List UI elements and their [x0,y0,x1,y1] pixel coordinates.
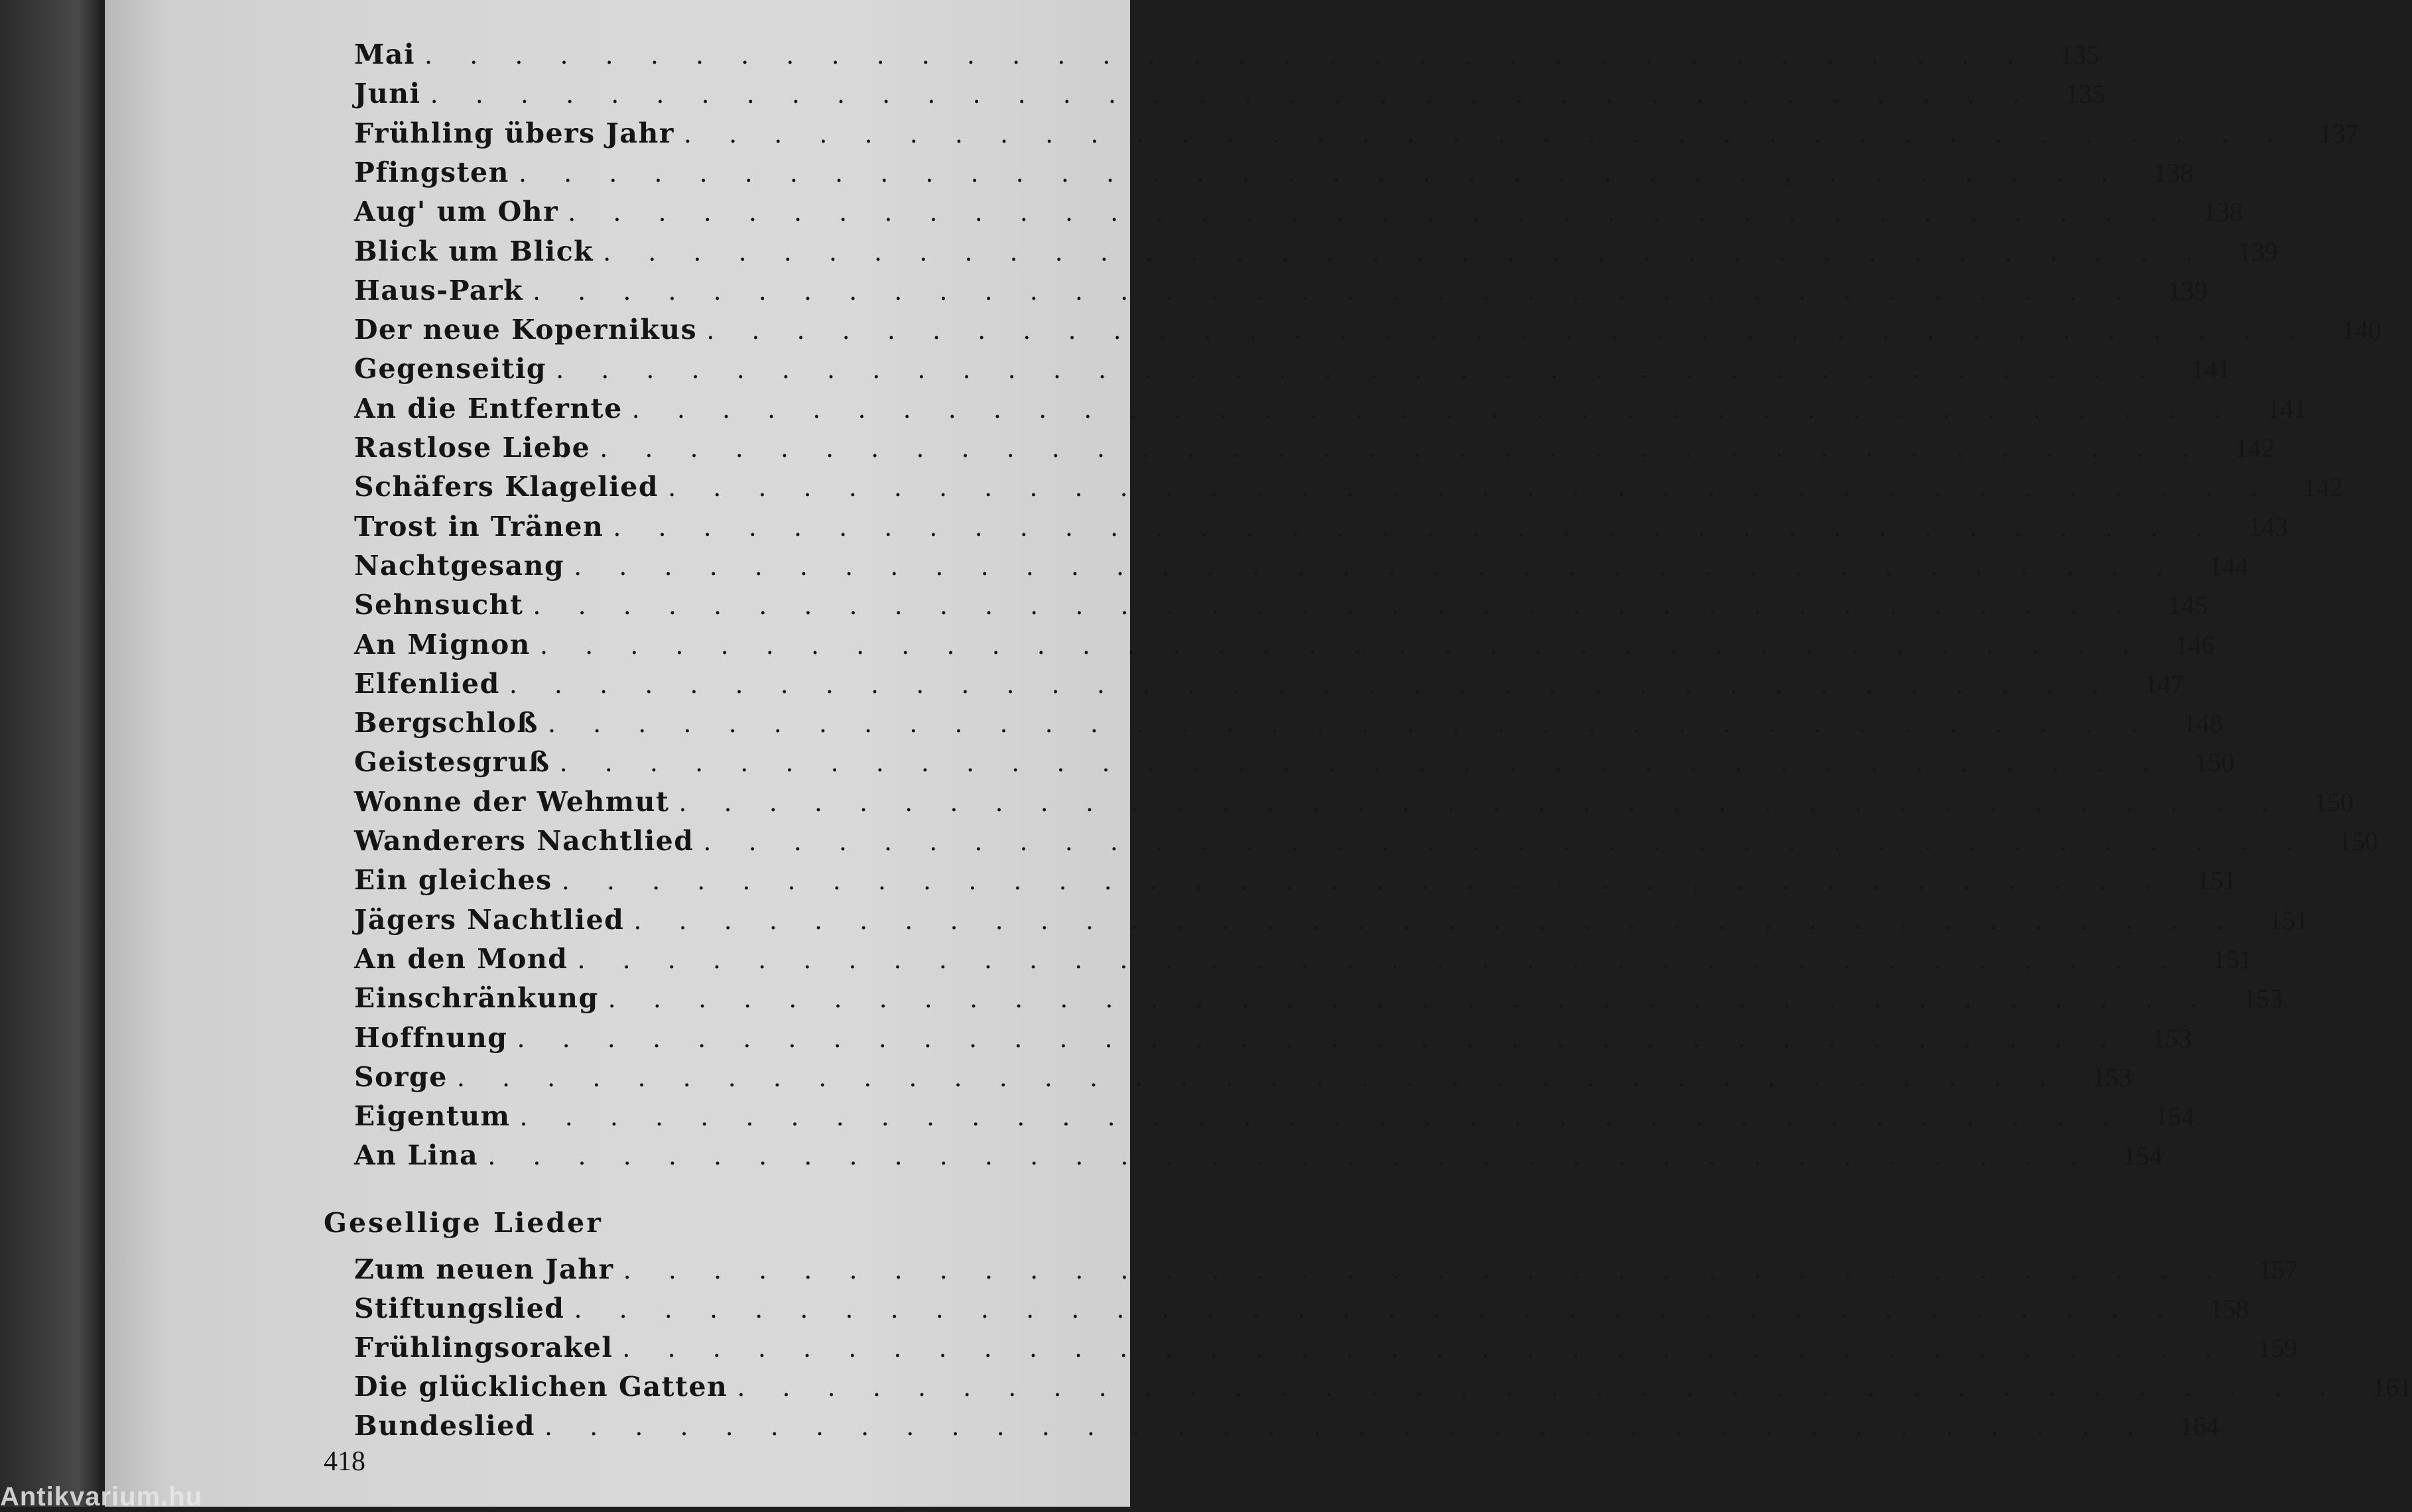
dot-leader: . . . . . . . . . . . . . . . . . . . . . . . . . . . . . . . . . . . . [556,355,2161,384]
toc-entry [354,707,2223,747]
toc-entry-title: Schäfers Klagelied [354,471,659,503]
dot-leader: . . . . . . . . . . . . . . . . . . . . . . . . . . . . . . . . . . . . [633,906,2238,935]
toc-entry-title: Wonne der Wehmut [354,786,670,818]
toc-entry-title: Bergschloß [354,707,539,739]
toc-entry-title: Trost in Tränen [354,511,604,542]
toc-entry-title: Eigentum [354,1100,511,1132]
toc-entry-title: Elfenlied [354,668,500,700]
toc-entry-page: 154 [2155,1102,2195,1131]
toc-entry [354,1371,2412,1411]
toc-entry [354,825,2379,865]
toc-entry-title: Geistesgruß [354,746,550,778]
toc-entry [354,353,2231,393]
toc-entry-page: 150 [2338,826,2379,856]
toc-entry [354,629,2215,668]
toc-entry-page: 135 [2059,40,2100,70]
dot-leader: . . . . . . . . . . . . . . . . . . . . . . . . . . . . . . . . . . . . [547,709,2153,738]
toc-entry-page: 141 [2267,394,2307,424]
toc-entry-title: Wanderers Nachtlied [354,825,694,857]
toc-entry [354,1061,2132,1101]
toc-entry [354,393,2307,432]
toc-entry [354,235,2278,275]
toc-entry-title: Haus-Park [354,275,524,306]
toc-entry [354,589,2208,629]
toc-entry [354,1022,2192,1062]
dot-leader: . . . . . . . . . . . . . . . . . . . . . . . . . . . . . . . . . . . . [683,119,2289,149]
dot-leader: . . . . . . . . . . . . . . . . . . . . . . . . . . . . . . . . . . . . [533,591,2138,620]
dot-leader: . . . . . . . . . . . . . . . . . . . . . . . . . . . . . . . . . . . . [622,1334,2228,1363]
toc-entry-page: 142 [2303,472,2343,502]
toc-entry-page: 138 [2153,158,2194,188]
dot-leader: . . . . . . . . . . . . . . . . . . . . . . . . . . . . . . . . . . . . [574,1294,2179,1324]
book-spine-shadow [0,0,105,1507]
toc-entry [354,943,2253,983]
toc-entry-page: 142 [2234,433,2275,463]
toc-entry-title: Einschränkung [354,982,599,1014]
toc-entry-page: 150 [2194,747,2235,777]
toc-entry-page: 153 [2243,983,2283,1013]
toc-entry [354,471,2343,511]
watermark: Antikvarium.hu [0,1482,203,1511]
toc-entry-title: Mai [354,38,416,70]
toc-entry [354,511,2288,550]
toc-entry [354,1292,2250,1332]
toc-entry-title: Zum neuen Jahr [354,1253,614,1285]
toc-entry [354,982,2283,1022]
dot-leader: . . . . . . . . . . . . . . . . . . . . . . . . . . . . . . . . . . . . [607,984,2213,1013]
toc-entry-page: 161 [2372,1372,2412,1402]
toc-entry-title: Der neue Kopernikus [354,314,698,346]
dot-leader: . . . . . . . . . . . . . . . . . . . . . . . . . . . . . . . . . . . . [518,158,2124,188]
toc-entry [354,117,2359,157]
toc-entry-title: An die Entfernte [354,393,623,424]
toc-entry [354,550,2249,590]
toc-entry-page: 151 [2212,944,2253,974]
toc-entry-page: 141 [2190,354,2231,384]
toc-entry-page: 139 [2238,237,2278,267]
page-number: 418 [324,1446,365,1477]
toc-entry [354,864,2237,904]
toc-entry [354,38,2100,78]
toc-entry-title: Frühling übers Jahr [354,117,674,149]
toc-entry-page: 143 [2248,512,2288,542]
dot-leader: . . . . . . . . . . . . . . . . . . . . . . . . . . . . . . . . . . . . [568,198,2173,227]
toc-entry-page: 153 [2152,1023,2192,1053]
dot-leader: . . . . . . . . . . . . . . . . . . . . . . . . . . . . . . . . . . . . [678,788,2284,817]
dot-leader: . . . . . . . . . . . . . . . . . . . . . . . . . . . . . . . . . . . . [574,552,2179,581]
toc-entry-page: 148 [2183,708,2223,738]
toc-entry-title: Gegenseitig [354,353,547,385]
dot-leader: . . . . . . . . . . . . . . . . . . . . . . . . . . . . . . . . . . . . [603,237,2208,267]
toc-entry-title: An Lina [354,1139,479,1171]
toc-entry [354,1139,2163,1179]
toc-entry [354,432,2275,472]
toc-entry [354,746,2235,786]
dot-leader: . . . . . . . . . . . . . . . . . . . . . . . . . . . . . . . . . . . . [706,316,2311,345]
toc-entry-page: 150 [2314,787,2354,817]
dot-leader: . . . . . . . . . . . . . . . . . . . . . . . . . . . . . . . . . . . . [517,1024,2122,1053]
dot-leader: . . . . . . . . . . . . . . . . . . . . . . . . . . . . . . . . . . . . [430,80,2035,109]
toc-entry-page: 144 [2208,551,2249,581]
dot-leader: . . . . . . . . . . . . . . . . . . . . . . . . . . . . . . . . . . . . [559,748,2165,777]
toc-entry-title: Nachtgesang [354,550,565,582]
dot-leader: . . . . . . . . . . . . . . . . . . . . . . . . . . . . . . . . . . . . [424,40,2029,70]
toc-entry-title: Juni [354,78,421,109]
toc-entry-title: Rastlose Liebe [354,432,591,464]
toc-entry [354,1332,2298,1371]
toc-entry-title: Aug' um Ohr [354,196,559,227]
dot-leader: . . . . . . . . . . . . . . . . . . . . . . . . . . . . . . . . . . . . [577,945,2183,974]
toc-entry-page: 164 [2179,1411,2220,1441]
toc-entry [354,1100,2195,1140]
toc-entry-page: 135 [2065,79,2106,109]
dot-leader: . . . . . . . . . . . . . . . . . . . . . . . . . . . . . . . . . . . . [509,670,2114,699]
toc-entry-page: 146 [2175,630,2215,660]
book-page [105,0,2412,1507]
toc-entry-page: 154 [2122,1141,2163,1170]
toc-entry-page: 139 [2167,276,2208,306]
toc-entry-page: 153 [2092,1062,2132,1092]
toc-entry [354,668,2185,708]
dot-leader: . . . . . . . . . . . . . . . . . . . . . . . . . . . . . . . . . . . . [613,513,2218,542]
toc-entry-title: Bundeslied [354,1410,536,1442]
dot-leader: . . . . . . . . . . . . . . . . . . . . . . . . . . . . . . . . . . . . [623,1255,2228,1285]
dot-leader: . . . . . . . . . . . . . . . . . . . . . . . . . . . . . . . . . . . . [487,1141,2092,1170]
toc-entry [354,314,2381,353]
toc-entry-page: 147 [2144,669,2185,699]
dot-leader: . . . . . . . . . . . . . . . . . . . . . . . . . . . . . . . . . . . . [737,1373,2342,1402]
dot-leader: . . . . . . . . . . . . . . . . . . . . . . . . . . . . . . . . . . . . [561,866,2167,895]
toc-entry-page: 157 [2258,1255,2299,1285]
toc-entry [354,1253,2299,1293]
toc-entry-page: 151 [2268,905,2309,935]
dot-leader: . . . . . . . . . . . . . . . . . . . . . . . . . . . . . . . . . . . . [519,1102,2125,1131]
toc-entry-title: Jägers Nachtlied [354,904,625,936]
toc-entry [354,1410,2220,1450]
toc-entry-page: 158 [2209,1294,2250,1324]
toc-entry-title: Sehnsucht [354,589,524,621]
toc-entry [354,904,2309,944]
toc-entry-title: Die glücklichen Gatten [354,1371,728,1403]
toc-entry-title: An Mignon [354,629,531,661]
dot-leader: . . . . . . . . . . . . . . . . . . . . . . . . . . . . . . . . . . . . [668,473,2273,502]
toc-entry [354,78,2106,117]
toc-entry [354,275,2208,314]
dot-leader: . . . . . . . . . . . . . . . . . . . . . . . . . . . . . . . . . . . . [600,434,2204,463]
toc-entry-title: Blick um Blick [354,235,594,267]
dot-leader: . . . . . . . . . . . . . . . . . . . . . . . . . . . . . . . . . . . . [456,1063,2062,1092]
toc-entry [354,786,2354,826]
toc-entry-page: 151 [2196,865,2237,895]
dot-leader: . . . . . . . . . . . . . . . . . . . . . . . . . . . . . . . . . . . . [703,827,2309,856]
toc-entry-page: 140 [2341,315,2381,345]
dot-leader: . . . . . . . . . . . . . . . . . . . . . . . . . . . . . . . . . . . . [631,395,2237,424]
section-heading: Gesellige Lieder [324,1207,603,1239]
toc-entry-title: Sorge [354,1061,448,1093]
toc-entry-title: Ein gleiches [354,864,552,896]
toc-entry-page: 159 [2257,1333,2298,1363]
toc-entry-page: 145 [2168,590,2208,620]
toc-entry-title: An den Mond [354,943,568,975]
dot-leader: . . . . . . . . . . . . . . . . . . . . . . . . . . . . . . . . . . . . [540,631,2145,660]
table-of-contents [105,0,2412,1507]
toc-entry-page: 137 [2318,119,2359,149]
toc-entry-title: Hoffnung [354,1022,508,1054]
toc-entry-title: Pfingsten [354,157,509,188]
toc-entry [354,196,2243,235]
toc-entry [354,157,2194,196]
toc-entry-title: Frühlingsorakel [354,1332,613,1363]
toc-entry-title: Stiftungslied [354,1292,565,1324]
dot-leader: . . . . . . . . . . . . . . . . . . . . . . . . . . . . . . . . . . . . [533,277,2137,306]
dot-leader: . . . . . . . . . . . . . . . . . . . . . . . . . . . . . . . . . . . . [544,1412,2149,1441]
toc-entry-page: 138 [2202,197,2243,227]
